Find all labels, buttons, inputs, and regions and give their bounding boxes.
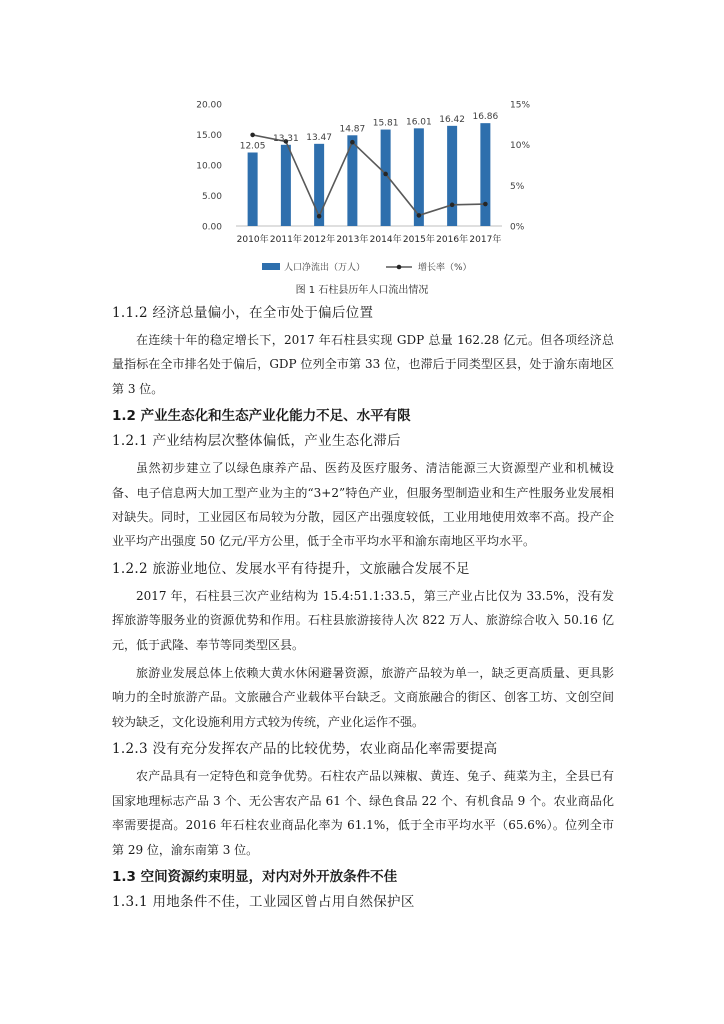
y-tick-label-left: 10.00 <box>196 161 222 172</box>
x-tick-label: 2014年 <box>369 235 402 245</box>
x-tick-label: 2017年 <box>469 235 502 245</box>
legend-swatch-bars <box>262 263 280 270</box>
subsection-heading: 1.2.3 没有充分发挥农产品的比较优势，农业商品化率需要提高 <box>112 741 498 758</box>
bar-data-label: 16.42 <box>439 114 466 125</box>
subsection-heading: 1.2.2 旅游业地位、发展水平有待提升，文旅融合发展不足 <box>112 560 470 577</box>
x-tick-label: 2013年 <box>336 235 369 245</box>
y-tick-label-right: 0% <box>510 222 525 233</box>
bar <box>447 126 457 226</box>
growth-rate-point <box>317 214 322 219</box>
bar-data-label: 12.05 <box>239 141 266 152</box>
legend-label-bars: 人口净流出（万人） <box>284 263 366 273</box>
bar-data-label: 14.87 <box>339 124 366 135</box>
subsection-heading: 1.2.1 产业结构层次整体偏低，产业生态化滞后 <box>112 433 401 450</box>
paragraph: 虽然初步建立了以绿色康养产品、医药及医疗服务、清洁能源三大资源型产业和机械设备、电子信息两大加工型产业为主的“3+2”特色产业，但服务型制造业和生产性服务业发展相对缺失。同时，工业园区布局较为分散，园区产出强度较低，工业用地使用效率不高。投产企业平均产出强度 50 亿元/平方公里，低于全市平均水平和渝东南地区平均水平。 <box>112 461 614 549</box>
y-tick-label-right: 5% <box>510 181 525 192</box>
paragraph: 2017 年，石柱县三次产业结构为 15.4:51.1:33.5，第三产业占比仅为 33.5%，没有发挥旅游等服务业的资源优势和作用。石柱县旅游接待人次 822 万人、旅游综合收入 50.16 亿元，低于武隆、奉节等同类型区县。 <box>112 588 614 652</box>
bar <box>281 145 291 226</box>
bar <box>314 144 324 226</box>
x-tick-label: 2012年 <box>303 235 336 245</box>
growth-rate-point <box>450 203 455 208</box>
growth-rate-point <box>350 140 355 145</box>
legend-label-line: 增长率（%） <box>418 263 472 273</box>
bar-data-label: 15.81 <box>372 118 399 129</box>
section-heading: 1.2 产业生态化和生态产业化能力不足、水平有限 <box>112 408 411 425</box>
y-tick-label-right: 15% <box>510 100 531 111</box>
growth-rate-point <box>483 202 488 207</box>
population-outflow-chart <box>190 92 550 282</box>
y-tick-label-left: 15.00 <box>196 131 222 141</box>
growth-rate-point <box>250 133 255 138</box>
growth-rate-point <box>417 213 422 218</box>
figure-caption: 图 1 石柱县历年人口流出情况 <box>295 285 429 296</box>
y-tick-label-right: 10% <box>510 141 531 152</box>
x-tick-label: 2010年 <box>236 235 269 245</box>
document-body <box>112 300 614 917</box>
paragraph: 在连续十年的稳定增长下，2017 年石柱县实现 GDP 总量 162.28 亿元。但各项经济总量指标在全市排名处于偏后，GDP 位列全市第 33 位，也滞后于同类型区县，处于渝东南地区第 3 位。 <box>112 333 614 396</box>
x-tick-label: 2016年 <box>436 235 469 245</box>
section-heading: 1.3 空间资源约束明显，对内对外开放条件不佳 <box>112 868 398 885</box>
bar <box>480 123 490 226</box>
paragraph: 农产品具有一定特色和竞争优势。石柱农产品以辣椒、黄连、兔子、莼菜为主，全县已有国家地理标志产品 3 个、无公害农产品 61 个、绿色食品 22 个、有机食品 9 个。农业商品化率需要提高。2016 年石柱农业商品化率为 61.1%，低于全市平均水平（65.6%）。位列全市第 29 位，渝东南第 3 位。 <box>112 769 614 857</box>
y-tick-label-left: 0.00 <box>201 222 222 233</box>
y-tick-label-left: 5.00 <box>201 192 222 202</box>
subsection-heading: 1.3.1 用地条件不佳，工业园区曾占用自然保护区 <box>112 893 415 910</box>
bar-data-label: 13.47 <box>306 132 333 143</box>
y-tick-label-left: 20.00 <box>196 100 222 111</box>
x-tick-label: 2015年 <box>402 235 435 245</box>
bar <box>248 152 258 226</box>
bar-data-label: 13.31 <box>272 133 299 144</box>
bar-data-label: 16.86 <box>472 112 499 123</box>
subsection-heading: 1.1.2 经济总量偏小，在全市处于偏后位置 <box>112 305 374 321</box>
legend-marker-line <box>397 265 402 270</box>
x-tick-label: 2011年 <box>269 235 302 245</box>
growth-rate-point <box>383 172 388 177</box>
bar-data-label: 16.01 <box>405 117 432 128</box>
paragraph: 旅游业发展总体上依赖大黄水休闲避暑资源，旅游产品较为单一，缺乏更高质量、更具影响力的全时旅游产品。文旅融合产业载体平台缺乏。文商旅融合的街区、创客工坊、文创空间较为缺乏，文化设施利用方式较为传统，产业化运作不强。 <box>112 666 614 729</box>
